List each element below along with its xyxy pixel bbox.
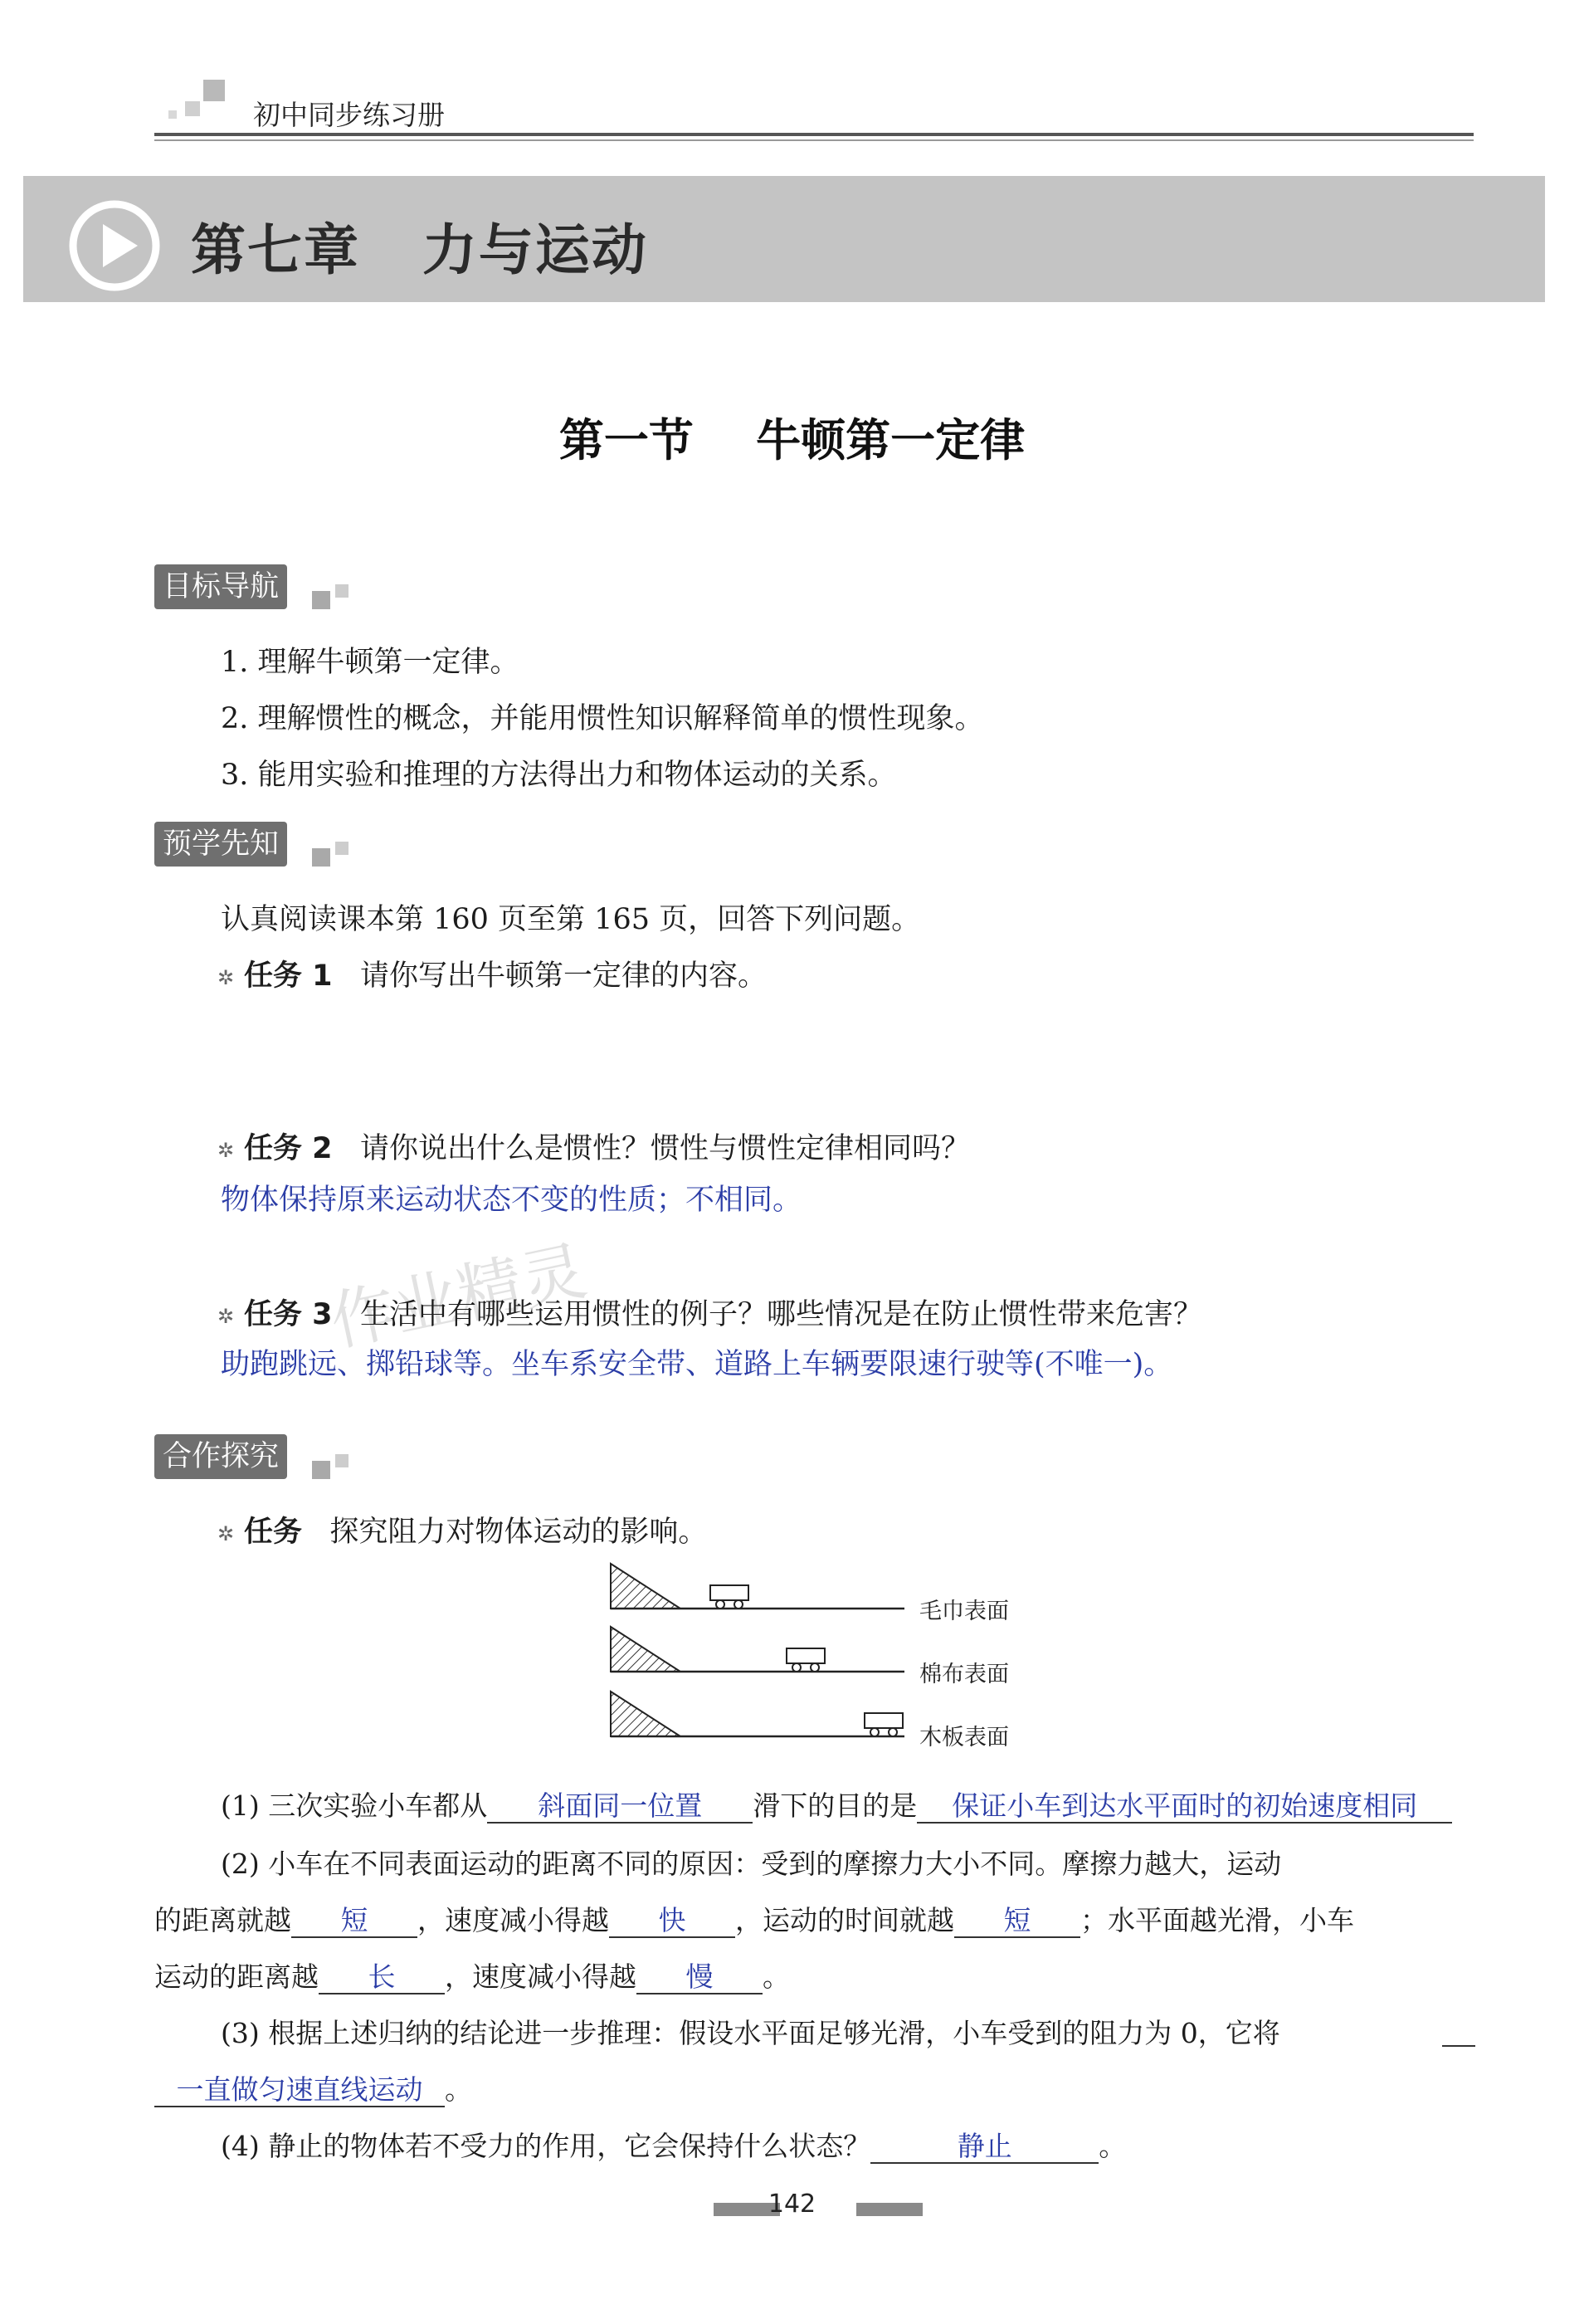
goal-item: 3. 能用实验和推理的方法得出力和物体运动的关系。 xyxy=(221,759,897,792)
q2-text: ，运动的时间就越 xyxy=(735,1904,954,1936)
task-label: 任务 1 xyxy=(244,959,333,993)
header-rule xyxy=(154,133,1474,136)
tag-decor xyxy=(312,591,330,609)
figure-label: 木板表面 xyxy=(919,1725,1009,1750)
goals-tag: 目标导航 xyxy=(154,564,287,609)
figure-label: 棉布表面 xyxy=(919,1662,1009,1687)
q2-text: 运动的距离越 xyxy=(154,1960,319,1993)
q3-text: 。 xyxy=(445,2073,472,2106)
task1 xyxy=(217,953,767,994)
header-rule xyxy=(154,139,1474,141)
task-label: 任务 2 xyxy=(244,1132,333,1165)
q1-text: (1) 三次实验小车都从 xyxy=(221,1789,488,1822)
section-title: 第一节 牛顿第一定律 xyxy=(558,414,1026,466)
q2-text: 的距离就越 xyxy=(154,1904,291,1936)
tag-decor xyxy=(335,842,348,855)
goal-item: 2. 理解惯性的概念，并能用惯性知识解释简单的惯性现象。 xyxy=(221,702,984,735)
gear-icon: ✲ xyxy=(217,1521,235,1545)
question-3-line1: (3) 根据上述归纳的结论进一步推理：假设水平面足够光滑，小车受到的阻力为 0，它将 xyxy=(221,2017,1280,2049)
figure-label: 毛巾表面 xyxy=(919,1599,1009,1624)
goal-item: 1. 理解牛顿第一定律。 xyxy=(221,646,519,679)
gear-icon: ✲ xyxy=(217,1138,235,1162)
ramp-towel xyxy=(611,1564,904,1609)
page-number: 142 xyxy=(768,2190,816,2219)
question-3-line2 xyxy=(154,2068,472,2107)
q1-answer-1: 斜面同一位置 xyxy=(487,1790,753,1824)
preview-intro: 认真阅读课本第 160 页至第 165 页，回答下列问题。 xyxy=(221,903,921,936)
q2-answer-2: 快 xyxy=(609,1905,735,1938)
q2-answer-3: 短 xyxy=(954,1905,1080,1938)
q3-answer: 一直做匀速直线运动 xyxy=(154,2074,445,2107)
q2-text: ；水平面越光滑，小车 xyxy=(1080,1904,1354,1936)
watermark: 作业精灵 xyxy=(324,1233,593,1361)
task-question: 请你说出什么是惯性？惯性与惯性定律相同吗？ xyxy=(359,1132,970,1165)
header-decor xyxy=(168,110,177,119)
preview-tag: 预学先知 xyxy=(154,822,287,867)
gear-icon: ✲ xyxy=(217,1304,235,1328)
tag-decor xyxy=(312,1461,330,1479)
chapter-title: 第七章 力与运动 xyxy=(191,218,648,282)
experiment-figure xyxy=(606,1560,1070,1760)
task-label: 任务 3 xyxy=(244,1298,333,1331)
explore-task xyxy=(217,1509,707,1550)
task2 xyxy=(217,1125,970,1167)
tag-decor xyxy=(312,848,330,867)
question-2-line1: (2) 小车在不同表面运动的距离不同的原因：受到的摩擦力大小不同。摩擦力越大，运动 xyxy=(221,1848,1282,1880)
q3-blank-start xyxy=(1442,2045,1475,2047)
task-label: 任务 xyxy=(244,1516,303,1549)
ramp-cotton xyxy=(611,1627,904,1672)
q2-answer-5: 慢 xyxy=(636,1961,763,1994)
q2-text: ，速度减小得越 xyxy=(417,1904,609,1936)
task-question: 请你写出牛顿第一定律的内容。 xyxy=(359,959,767,993)
q1-answer-2: 保证小车到达水平面时的初始速度相同 xyxy=(917,1790,1452,1824)
tag-decor xyxy=(335,1454,348,1467)
question-2-line2 xyxy=(154,1899,1354,1938)
q4-text: 。 xyxy=(1099,2130,1127,2162)
q1-text: 滑下的目的是 xyxy=(753,1789,918,1822)
task3-answer: 助跑跳远、掷铅球等。坐车系安全带、道路上车辆要限速行驶等(不唯一)。 xyxy=(221,1348,1173,1381)
play-icon xyxy=(68,199,161,292)
question-4 xyxy=(221,2125,1126,2164)
ramp-wood xyxy=(611,1692,904,1736)
question-1 xyxy=(221,1784,1452,1824)
q2-text: ，速度减小得越 xyxy=(445,1960,636,1993)
header-decor xyxy=(203,80,225,101)
tag-decor xyxy=(335,584,348,598)
task3 xyxy=(217,1291,1202,1333)
q4-text: (4) 静止的物体若不受力的作用，它会保持什么状态？ xyxy=(221,2130,871,2162)
book-title: 初中同步练习册 xyxy=(253,99,445,131)
q2-answer-1: 短 xyxy=(291,1905,417,1938)
gear-icon: ✲ xyxy=(217,965,235,989)
task2-answer: 物体保持原来运动状态不变的性质；不相同。 xyxy=(221,1184,802,1217)
q2-text: 。 xyxy=(763,1960,790,1993)
question-2-line3 xyxy=(154,1955,790,1994)
q4-answer: 静止 xyxy=(870,2131,1099,2164)
explore-tag: 合作探究 xyxy=(154,1434,287,1479)
q2-answer-4: 长 xyxy=(319,1961,445,1994)
task-question: 探究阻力对物体运动的影响。 xyxy=(329,1516,708,1549)
task-question: 生活中有哪些运用惯性的例子？哪些情况是在防止惯性带来危害？ xyxy=(359,1298,1202,1331)
header-decor xyxy=(185,101,200,116)
